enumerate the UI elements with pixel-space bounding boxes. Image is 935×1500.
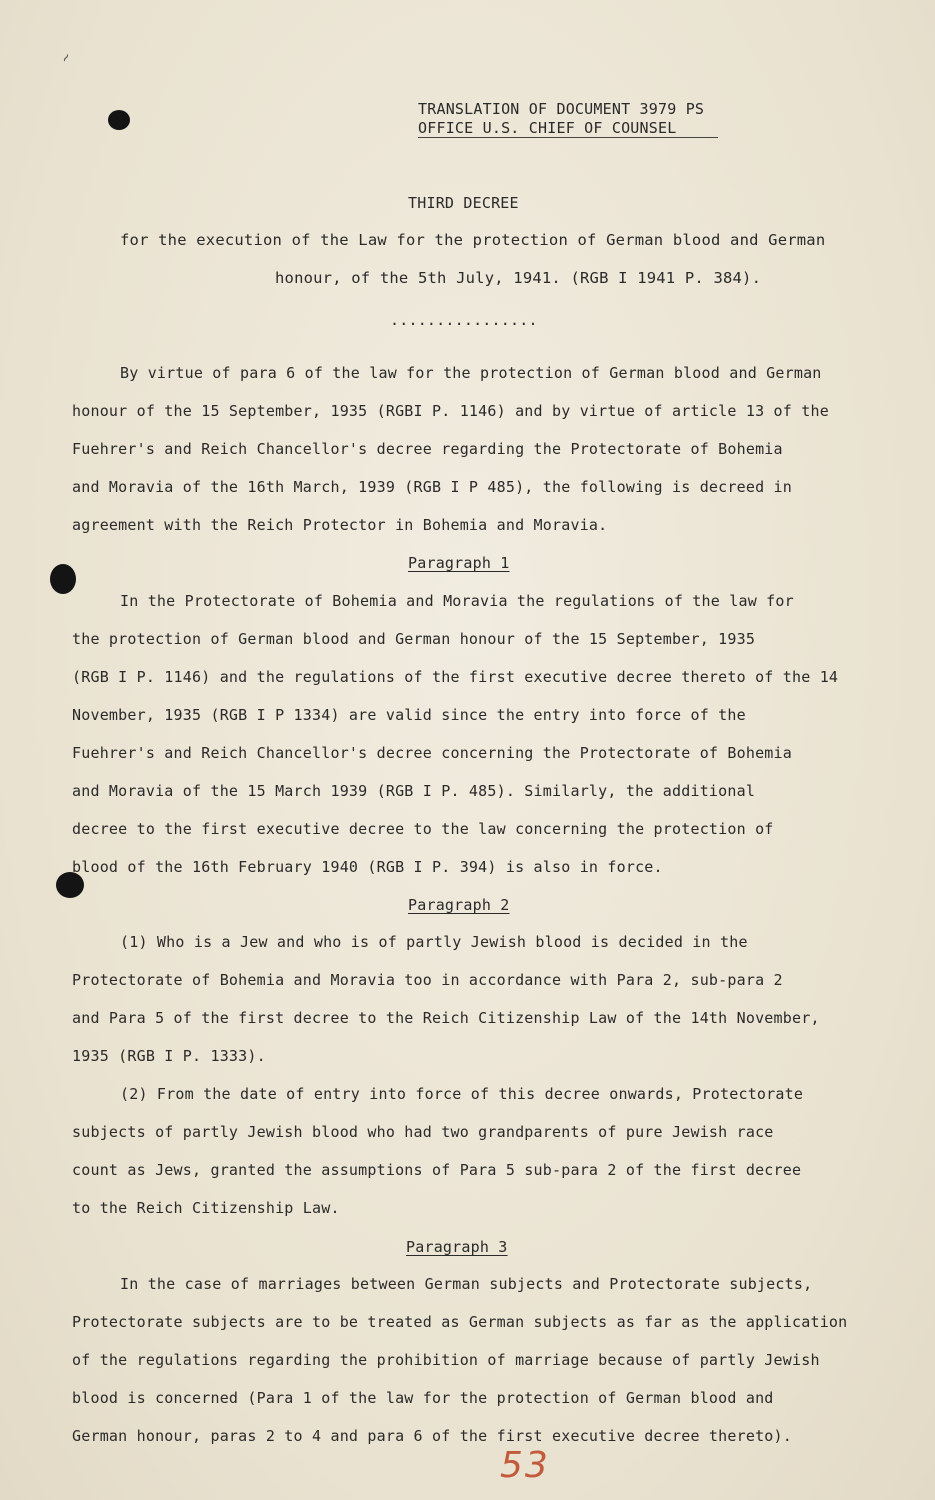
- paragraph-1-line: Fuehrer's and Reich Chancellor's decree concerning the Protectorate of Bohemia: [72, 744, 792, 762]
- paragraph-2-line: subjects of partly Jewish blood who had two grandparents of pure Jewish race: [72, 1123, 774, 1141]
- paragraph-2-line: to the Reich Citizenship Law.: [72, 1199, 340, 1217]
- paragraph-2-line: and Para 5 of the first decree to the Reich Citizenship Law of the 14th November,: [72, 1009, 820, 1027]
- decree-subtitle-2: honour, of the 5th July, 1941. (RGB I 1941 P. 384).: [275, 269, 762, 287]
- paragraph-1-line: In the Protectorate of Bohemia and Moravia the regulations of the law for: [120, 592, 794, 610]
- paragraph-3-line: German honour, paras 2 to 4 and para 6 of the first executive decree thereto).: [72, 1427, 792, 1445]
- paragraph-1-line: and Moravia of the 15 March 1939 (RGB I P. 485). Similarly, the additional: [72, 782, 756, 800]
- paragraph-1-heading: Paragraph 1: [408, 554, 510, 572]
- paragraph-1-line: blood of the 16th February 1940 (RGB I P. 394) is also in force.: [72, 858, 663, 876]
- punch-hole-middle: [50, 564, 76, 594]
- paragraph-2-line: (1) Who is a Jew and who is of partly Jewish blood is decided in the: [120, 933, 748, 951]
- decree-subtitle-1: for the execution of the Law for the protection of German blood and German: [120, 231, 826, 249]
- header-line-2: OFFICE U.S. CHIEF OF COUNSEL: [418, 119, 677, 137]
- punch-hole-top: [108, 110, 130, 130]
- paragraph-2-line: count as Jews, granted the assumptions of Para 5 sub-para 2 of the first decree: [72, 1161, 802, 1179]
- paragraph-3-line: In the case of marriages between German subjects and Protectorate subjects,: [120, 1275, 813, 1293]
- paragraph-1-line: (RGB I P. 1146) and the regulations of the first executive decree thereto of the 14: [72, 668, 839, 686]
- paragraph-2-line: 1935 (RGB I P. 1333).: [72, 1047, 266, 1065]
- header-underline: [418, 137, 718, 138]
- dotted-separator: ................: [390, 311, 538, 329]
- paragraph-2-line: Protectorate of Bohemia and Moravia too in accordance with Para 2, sub-para 2: [72, 971, 783, 989]
- page-number: 53: [500, 1445, 550, 1486]
- preamble-line: honour of the 15 September, 1935 (RGBI P. 1146) and by virtue of article 13 of the: [72, 402, 829, 420]
- preamble-line: By virtue of para 6 of the law for the protection of German blood and German: [120, 364, 822, 382]
- paragraph-3-line: of the regulations regarding the prohibition of marriage because of partly Jewish: [72, 1351, 820, 1369]
- paragraph-1-line: the protection of German blood and German honour of the 15 September, 1935: [72, 630, 756, 648]
- paragraph-1-line: November, 1935 (RGB I P 1334) are valid since the entry into force of the: [72, 706, 746, 724]
- paragraph-3-heading: Paragraph 3: [406, 1238, 508, 1256]
- paragraph-2-line: (2) From the date of entry into force of this decree onwards, Protectorate: [120, 1085, 804, 1103]
- preamble-line: Fuehrer's and Reich Chancellor's decree regarding the Protectorate of Bohemia: [72, 440, 783, 458]
- paragraph-2-heading: Paragraph 2: [408, 896, 510, 914]
- decree-heading: THIRD DECREE: [408, 194, 519, 212]
- paragraph-3-line: Protectorate subjects are to be treated as German subjects as far as the application: [72, 1313, 848, 1331]
- preamble-line: and Moravia of the 16th March, 1939 (RGB I P 485), the following is decreed in: [72, 478, 792, 496]
- paragraph-1-line: decree to the first executive decree to the law concerning the protection of: [72, 820, 774, 838]
- paragraph-3-line: blood is concerned (Para 1 of the law for the protection of German blood and: [72, 1389, 774, 1407]
- header-line-1: TRANSLATION OF DOCUMENT 3979 PS: [418, 100, 705, 118]
- preamble-line: agreement with the Reich Protector in Bohemia and Moravia.: [72, 516, 608, 534]
- pencil-mark: ~: [57, 50, 76, 66]
